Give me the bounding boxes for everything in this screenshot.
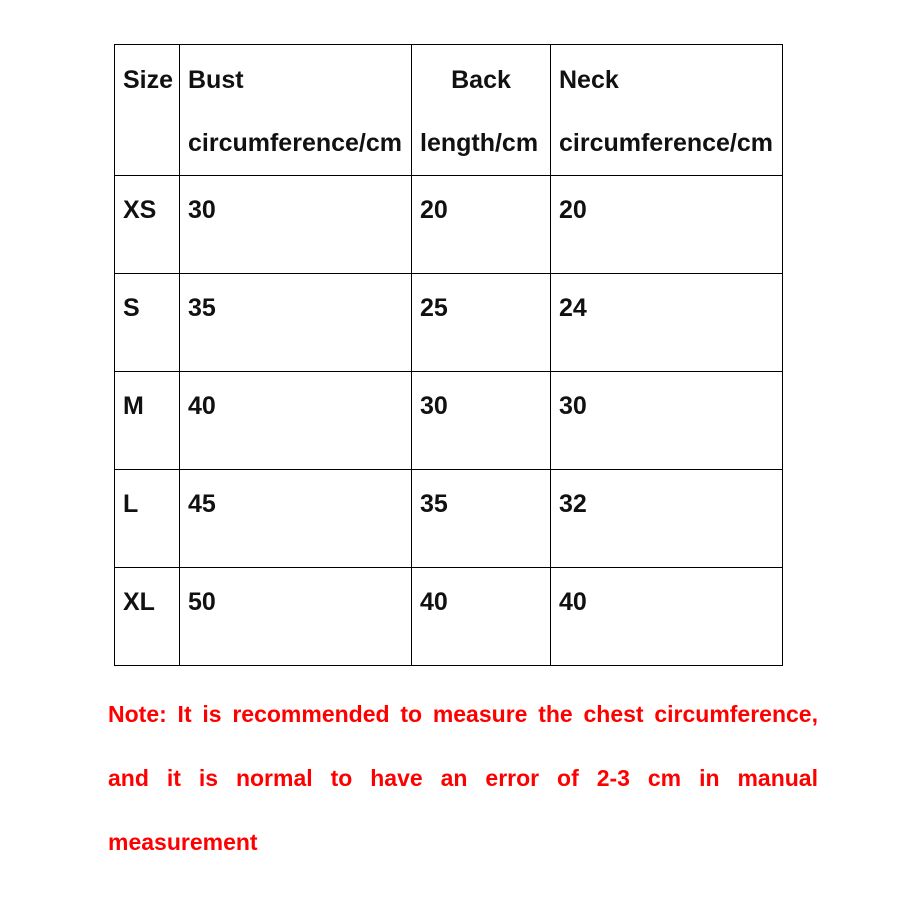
cell-back: 20: [412, 176, 551, 274]
cell-size: S: [115, 274, 180, 372]
header-bust-line2: circumference/cm: [188, 129, 403, 157]
cell-size: XL: [115, 568, 180, 666]
header-neck: [551, 45, 783, 176]
cell-back: 30: [412, 372, 551, 470]
cell-back: 40: [412, 568, 551, 666]
header-back-line2: length/cm: [420, 129, 539, 157]
cell-bust: 35: [180, 274, 412, 372]
cell-size: XS: [115, 176, 180, 274]
cell-size: M: [115, 372, 180, 470]
table-row: [115, 470, 783, 568]
cell-back: 35: [412, 470, 551, 568]
table-row: [115, 176, 783, 274]
measurement-note: Note: It is recommended to measure the chest circumference, and it is normal to have an error of 2-3 cm in manual measurement: [108, 701, 818, 855]
header-size: [115, 45, 180, 176]
cell-bust: 40: [180, 372, 412, 470]
cell-size: L: [115, 470, 180, 568]
header-bust: [180, 45, 412, 176]
header-back-line1: Back: [451, 66, 511, 94]
table-row: [115, 568, 783, 666]
cell-neck: 32: [551, 470, 783, 568]
cell-bust: 30: [180, 176, 412, 274]
header-neck-line2: circumference/cm: [559, 129, 774, 157]
cell-back: 25: [412, 274, 551, 372]
size-chart-table: [114, 44, 783, 666]
table-header-row: [115, 45, 783, 176]
table-row: [115, 372, 783, 470]
cell-neck: 40: [551, 568, 783, 666]
header-bust-line1: Bust: [188, 66, 244, 94]
cell-neck: 30: [551, 372, 783, 470]
table-row: [115, 274, 783, 372]
cell-bust: 45: [180, 470, 412, 568]
cell-neck: 24: [551, 274, 783, 372]
cell-neck: 20: [551, 176, 783, 274]
header-size-label: Size: [123, 66, 174, 94]
header-neck-line1: Neck: [559, 66, 619, 94]
cell-bust: 50: [180, 568, 412, 666]
header-back: [412, 45, 551, 176]
